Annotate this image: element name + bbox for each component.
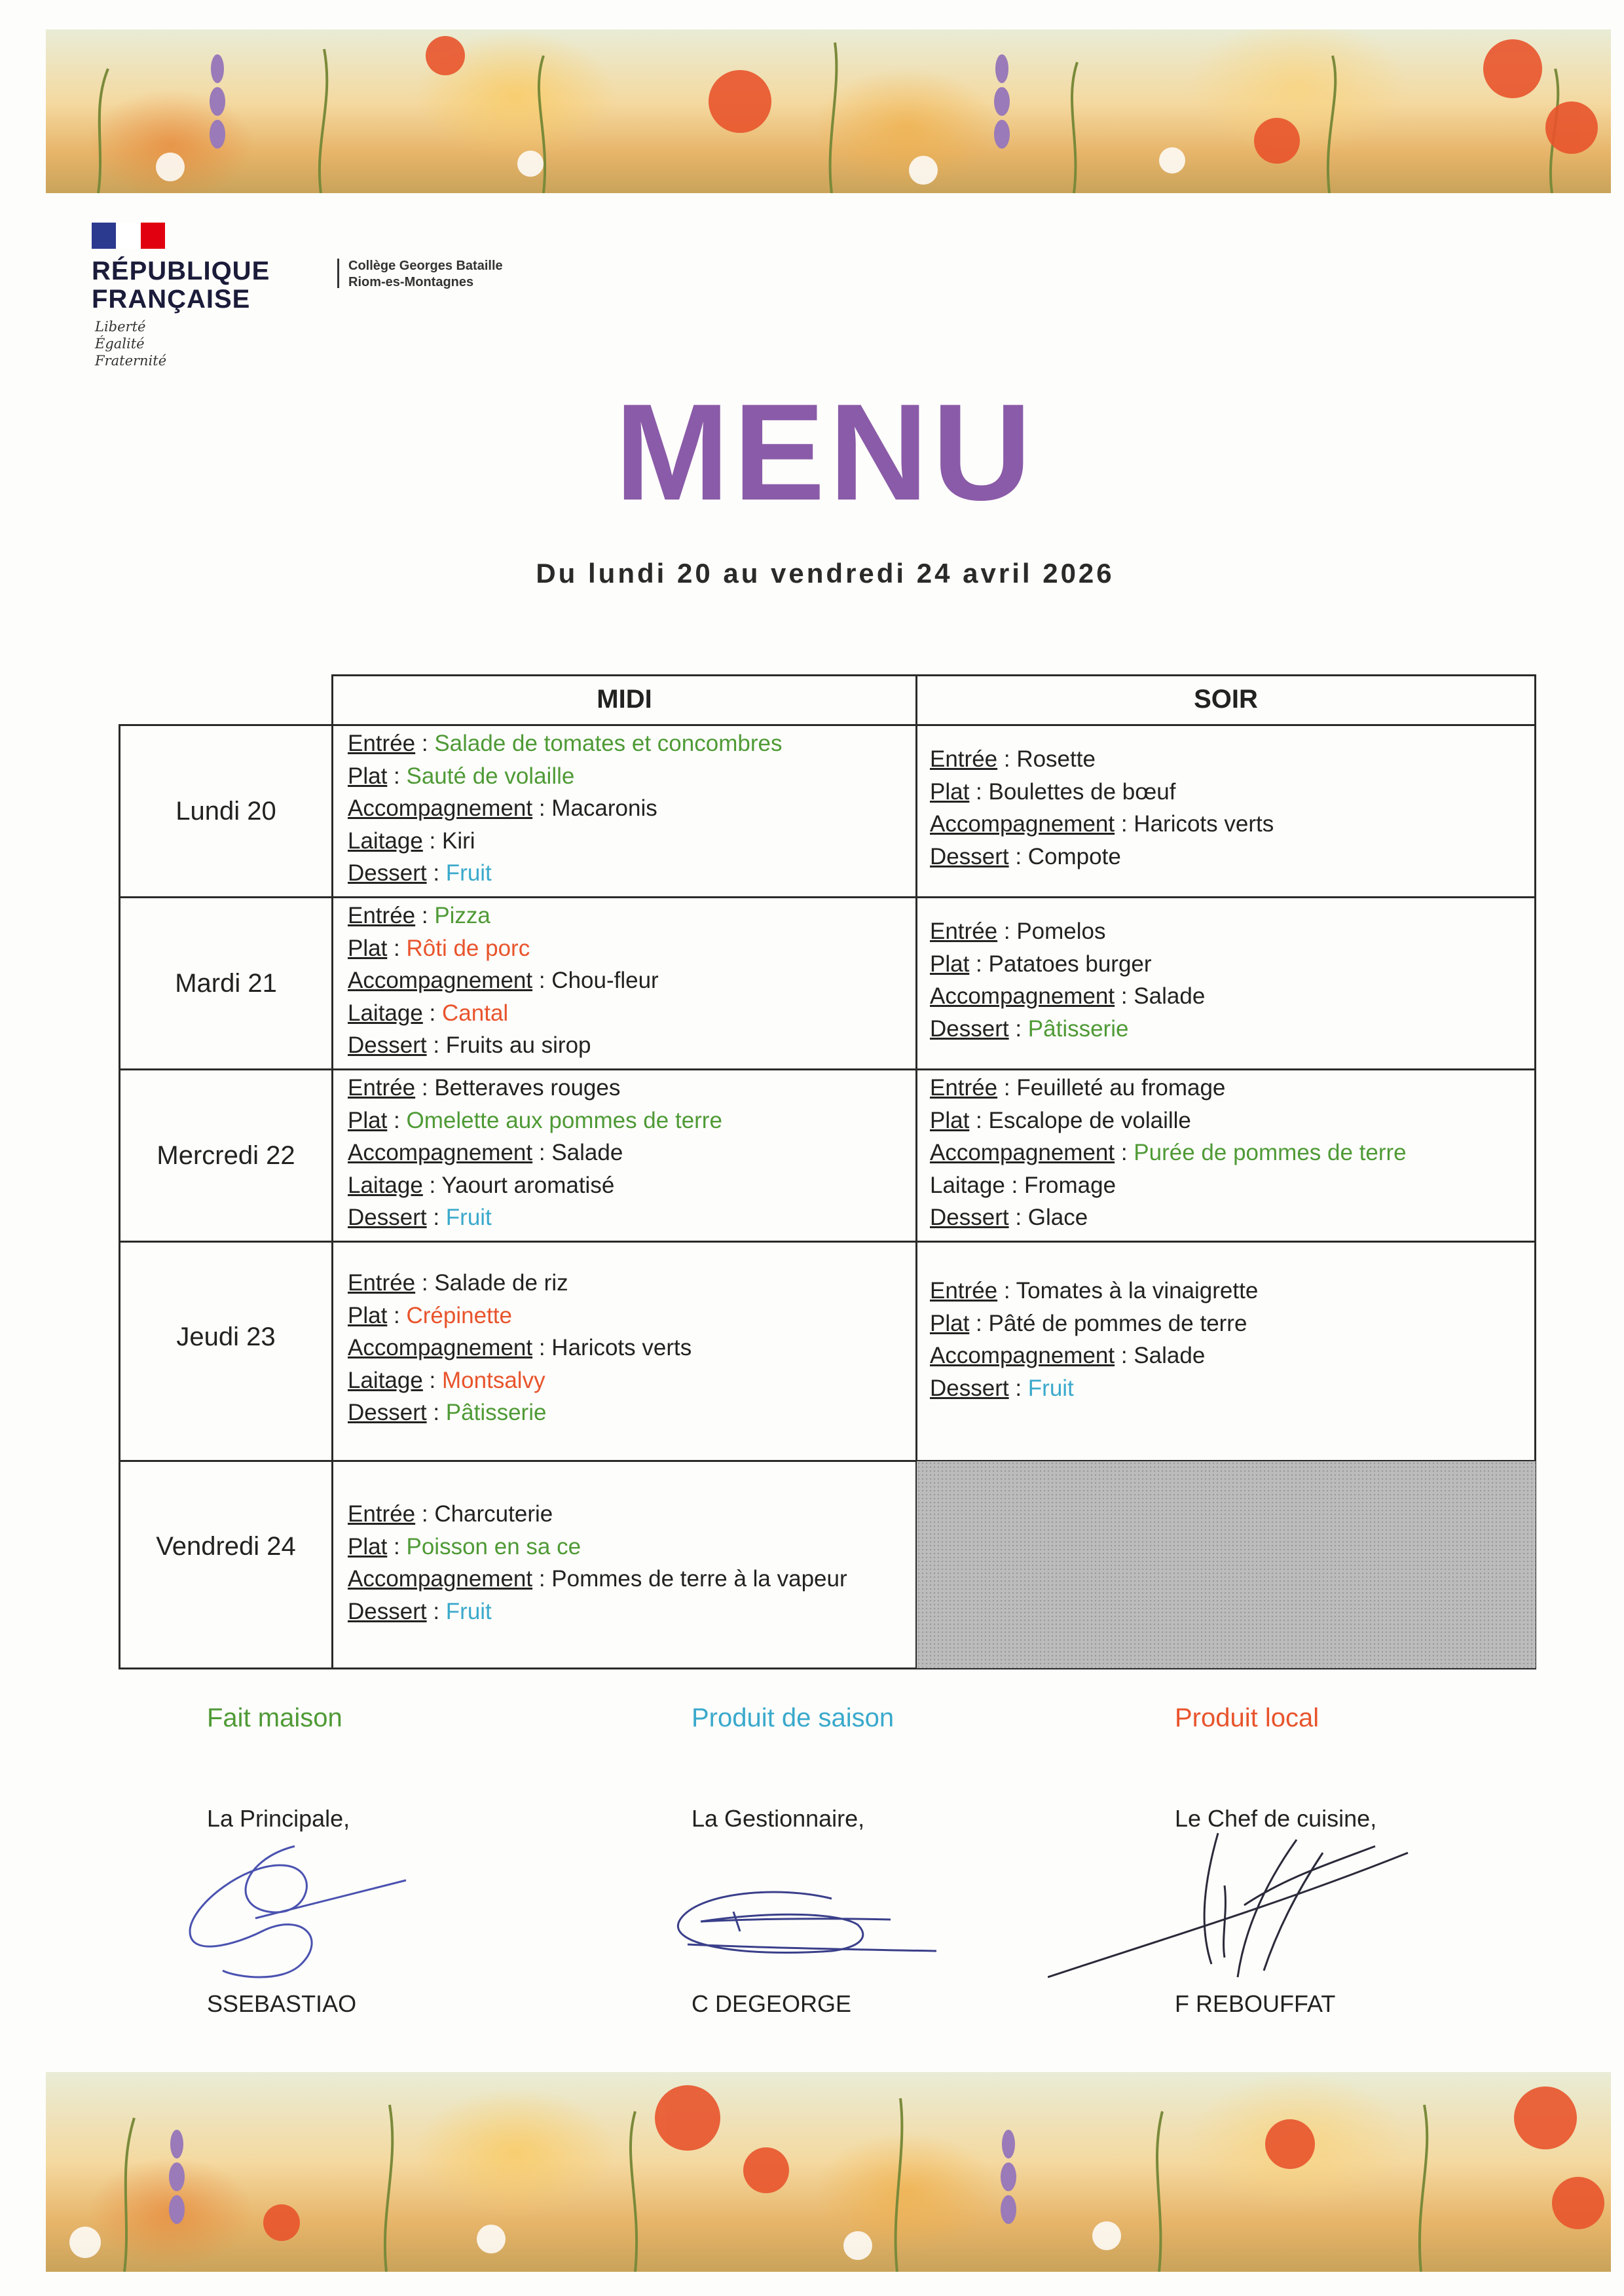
separator: : bbox=[997, 746, 1017, 772]
menu-line bbox=[348, 900, 659, 932]
course-label: Accompagnement bbox=[930, 1140, 1115, 1165]
dish-name: Boulettes de bœuf bbox=[988, 778, 1176, 805]
dish-name: Cantal bbox=[442, 1000, 509, 1026]
dish-name: Fruit bbox=[1027, 1375, 1074, 1401]
separator: : bbox=[426, 1205, 446, 1230]
course-label: Laitage bbox=[930, 1172, 1005, 1198]
gestionnaire-name: C DEGEORGE bbox=[692, 1990, 852, 2017]
menu-line bbox=[930, 1137, 1407, 1169]
legend-fait-maison: Fait maison bbox=[207, 1704, 342, 1732]
separator: : bbox=[422, 828, 443, 854]
flower-illustration bbox=[46, 2072, 1611, 2272]
dish-name: Salade de tomates et concombres bbox=[434, 731, 783, 756]
menu-line bbox=[930, 915, 1205, 948]
menu-line bbox=[348, 727, 782, 760]
dish-name: Fruit bbox=[445, 1598, 492, 1624]
course-label: Plat bbox=[348, 1533, 388, 1559]
course-label: Dessert bbox=[348, 1205, 427, 1230]
meal-cell-mardi-soir bbox=[930, 915, 1205, 1045]
course-label: Plat bbox=[348, 763, 388, 789]
separator: : bbox=[532, 1140, 552, 1165]
menu-line bbox=[930, 1372, 1258, 1405]
separator: : bbox=[997, 919, 1017, 944]
meal-cell-mercredi-soir bbox=[930, 1072, 1407, 1234]
motto-liberte: Liberté bbox=[95, 319, 146, 335]
menu-line bbox=[348, 1300, 692, 1332]
menu-line bbox=[930, 841, 1274, 873]
course-label: Dessert bbox=[930, 1375, 1009, 1401]
separator: : bbox=[969, 1310, 989, 1336]
motto-fraternite: Fraternité bbox=[95, 353, 167, 369]
menu-line bbox=[930, 1201, 1407, 1234]
menu-line bbox=[930, 1104, 1407, 1137]
dish-name: Sauté de volaille bbox=[406, 763, 575, 789]
separator: : bbox=[532, 1566, 552, 1592]
course-label: Laitage bbox=[348, 1172, 423, 1198]
top-flower-banner bbox=[46, 29, 1611, 193]
dish-name: Fromage bbox=[1024, 1172, 1116, 1198]
course-label: Plat bbox=[930, 951, 970, 977]
menu-line bbox=[930, 1307, 1258, 1340]
dish-name: Yaourt aromatisé bbox=[441, 1172, 615, 1198]
menu-line bbox=[930, 948, 1205, 981]
menu-line bbox=[348, 792, 782, 825]
motto-egalite: Égalité bbox=[95, 336, 145, 352]
dish-name: Pommes de terre à la vapeur bbox=[551, 1566, 847, 1592]
course-label: Plat bbox=[348, 1302, 388, 1328]
meal-cell-mardi-midi bbox=[348, 900, 659, 1062]
menu-line bbox=[930, 1339, 1258, 1372]
separator: : bbox=[1008, 1015, 1028, 1042]
course-label: Plat bbox=[348, 935, 388, 961]
course-label: Accompagnement bbox=[348, 1566, 533, 1592]
course-label: Dessert bbox=[348, 1598, 427, 1624]
menu-line bbox=[348, 1267, 692, 1300]
table-top-border bbox=[332, 674, 1536, 676]
course-label: Accompagnement bbox=[348, 795, 533, 821]
separator: : bbox=[422, 1172, 442, 1198]
course-label: Plat bbox=[930, 1310, 970, 1336]
menu-line bbox=[348, 1332, 692, 1364]
course-label: Accompagnement bbox=[348, 1140, 533, 1165]
meal-cell-jeudi-soir bbox=[930, 1275, 1258, 1404]
course-label: Entrée bbox=[348, 1501, 416, 1527]
principal-name: SSEBASTIAO bbox=[207, 1990, 357, 2017]
dish-name: Escalope de volaille bbox=[988, 1107, 1191, 1133]
date-range: Du lundi 20 au vendredi 24 avril 2026 bbox=[536, 558, 1115, 589]
dish-name: Kiri bbox=[442, 828, 475, 854]
day-mardi: Mardi 21 bbox=[175, 969, 277, 998]
bottom-flower-banner bbox=[46, 2072, 1611, 2272]
course-label: Accompagnement bbox=[930, 983, 1115, 1009]
menu-line bbox=[348, 997, 659, 1030]
menu-line bbox=[930, 776, 1274, 809]
course-label: Entrée bbox=[348, 1075, 416, 1101]
dish-name: Tomates à la vinaigrette bbox=[1016, 1278, 1259, 1303]
menu-line bbox=[348, 1137, 722, 1169]
dish-name: Fruit bbox=[445, 1205, 492, 1230]
separator: : bbox=[969, 951, 989, 977]
separator: : bbox=[1115, 811, 1134, 837]
menu-line bbox=[930, 1275, 1258, 1307]
course-label: Entrée bbox=[930, 1278, 998, 1303]
marianne-flag-icon bbox=[92, 223, 165, 249]
course-label: Accompagnement bbox=[348, 968, 533, 993]
course-label: Laitage bbox=[348, 828, 423, 854]
course-label: Entrée bbox=[348, 731, 416, 756]
separator: : bbox=[1115, 1343, 1134, 1368]
course-label: Dessert bbox=[348, 860, 427, 886]
dish-name: Fruit bbox=[445, 860, 492, 886]
course-label: Entrée bbox=[930, 746, 998, 772]
menu-line bbox=[348, 1531, 847, 1563]
school-town: Riom-es-Montagnes bbox=[348, 275, 474, 289]
menu-line bbox=[348, 1072, 722, 1104]
menu-line bbox=[930, 808, 1274, 841]
republic-line-2: FRANÇAISE bbox=[92, 285, 251, 314]
separator: : bbox=[1008, 843, 1028, 869]
legend-produit-local: Produit local bbox=[1175, 1704, 1320, 1732]
gestionnaire-title: La Gestionnaire, bbox=[692, 1805, 865, 1832]
header-midi: MIDI bbox=[597, 685, 652, 714]
course-label: Plat bbox=[930, 778, 970, 805]
page-title: MENU bbox=[614, 375, 1036, 529]
menu-line bbox=[930, 1013, 1205, 1046]
dish-name: Charcuterie bbox=[434, 1501, 553, 1527]
course-label: Dessert bbox=[930, 843, 1009, 869]
separator: : bbox=[422, 1000, 443, 1026]
separator: : bbox=[387, 1302, 407, 1328]
course-label: Dessert bbox=[348, 1032, 427, 1058]
separator: : bbox=[422, 1367, 443, 1393]
course-label: Entrée bbox=[930, 919, 998, 944]
course-label: Plat bbox=[930, 1107, 970, 1133]
chef-name: F REBOUFFAT bbox=[1175, 1990, 1336, 2017]
course-label: Plat bbox=[348, 1107, 388, 1133]
dish-name: Betteraves rouges bbox=[434, 1075, 621, 1101]
dish-name: Patatoes burger bbox=[988, 951, 1152, 977]
dish-name: Haricots verts bbox=[1134, 811, 1274, 837]
separator: : bbox=[426, 1598, 446, 1624]
principal-signature bbox=[177, 1833, 413, 1990]
menu-line bbox=[348, 1364, 692, 1397]
header-soir: SOIR bbox=[1194, 685, 1258, 714]
dish-name: Haricots verts bbox=[551, 1335, 692, 1360]
school-name: Collège Georges Bataille bbox=[348, 259, 503, 273]
menu-line bbox=[348, 760, 782, 793]
meal-cell-lundi-midi bbox=[348, 727, 782, 890]
menu-line bbox=[348, 932, 659, 965]
dish-name: Feuilleté au fromage bbox=[1016, 1075, 1226, 1101]
principal-title: La Principale, bbox=[207, 1805, 350, 1832]
menu-line bbox=[930, 1072, 1407, 1104]
day-lundi: Lundi 20 bbox=[175, 797, 276, 826]
separator: : bbox=[997, 1075, 1017, 1101]
separator: : bbox=[415, 1075, 435, 1101]
meal-cell-mercredi-midi bbox=[348, 1072, 722, 1234]
republic-line-1: RÉPUBLIQUE bbox=[92, 257, 270, 285]
day-jeudi: Jeudi 23 bbox=[176, 1322, 276, 1351]
separator: : bbox=[532, 1335, 552, 1360]
dish-name: Pizza bbox=[434, 903, 490, 928]
dish-name: Pâtisserie bbox=[1027, 1015, 1129, 1042]
course-label: Dessert bbox=[930, 1015, 1009, 1042]
course-label: Accompagnement bbox=[348, 1335, 533, 1360]
dish-name: Salade bbox=[1134, 983, 1206, 1009]
course-label: Accompagnement bbox=[930, 811, 1115, 837]
menu-line bbox=[348, 857, 782, 890]
menu-line bbox=[348, 1595, 847, 1628]
course-label: Dessert bbox=[930, 1205, 1009, 1230]
separator: : bbox=[415, 1501, 435, 1527]
dish-name: Salade de riz bbox=[434, 1270, 568, 1296]
separator: : bbox=[387, 1533, 407, 1559]
meal-cell-vendredi-midi bbox=[348, 1498, 847, 1628]
menu-line bbox=[348, 964, 659, 997]
dish-name: Compote bbox=[1027, 843, 1121, 869]
separator: : bbox=[426, 1032, 446, 1058]
dish-name: Pâtisserie bbox=[445, 1400, 547, 1425]
dish-name: Chou-fleur bbox=[551, 968, 659, 993]
dish-name: Fruits au sirop bbox=[445, 1032, 591, 1058]
meal-cell-vendredi-soir-empty bbox=[917, 1461, 1536, 1668]
course-label: Entrée bbox=[930, 1075, 998, 1101]
separator: : bbox=[1115, 983, 1134, 1009]
course-label: Dessert bbox=[348, 1400, 427, 1425]
day-mercredi: Mercredi 22 bbox=[157, 1141, 295, 1170]
legend-produit-saison: Produit de saison bbox=[692, 1704, 895, 1732]
course-label: Entrée bbox=[348, 1270, 416, 1296]
dish-name: Salade bbox=[551, 1140, 623, 1165]
chef-title: Le Chef de cuisine, bbox=[1175, 1805, 1377, 1832]
course-label: Laitage bbox=[348, 1367, 423, 1393]
flower-illustration bbox=[46, 29, 1611, 193]
dish-name: Rosette bbox=[1016, 746, 1096, 772]
separator: : bbox=[387, 763, 407, 789]
meal-cell-lundi-soir bbox=[930, 743, 1274, 873]
menu-line bbox=[930, 743, 1274, 776]
course-label: Laitage bbox=[348, 1000, 423, 1026]
separator: : bbox=[532, 968, 552, 993]
menu-line bbox=[348, 825, 782, 858]
dish-name: Poisson en sa ce bbox=[406, 1533, 581, 1559]
dish-name: Omelette aux pommes de terre bbox=[406, 1107, 722, 1133]
separator: : bbox=[1008, 1205, 1028, 1230]
separator: : bbox=[1008, 1375, 1028, 1401]
menu-line bbox=[348, 1498, 847, 1531]
separator: : bbox=[1115, 1140, 1134, 1165]
separator: : bbox=[426, 860, 446, 886]
separator: : bbox=[387, 1107, 407, 1133]
dish-name: Pâté de pommes de terre bbox=[988, 1310, 1247, 1336]
separator: : bbox=[1005, 1172, 1025, 1198]
separator: : bbox=[415, 1270, 435, 1296]
dish-name: Pomelos bbox=[1016, 919, 1106, 944]
gestionnaire-signature bbox=[661, 1872, 936, 1971]
menu-line bbox=[348, 1169, 722, 1202]
menu-line bbox=[348, 1563, 847, 1595]
dish-name: Glace bbox=[1027, 1205, 1088, 1230]
course-label: Accompagnement bbox=[930, 1343, 1115, 1368]
meal-cell-jeudi-midi bbox=[348, 1267, 692, 1429]
separator: : bbox=[997, 1278, 1016, 1303]
column-divider bbox=[119, 724, 120, 1669]
dish-name: Rôti de porc bbox=[406, 935, 530, 961]
separator: : bbox=[387, 935, 407, 961]
logo-divider bbox=[337, 259, 339, 288]
menu-line bbox=[348, 1029, 659, 1062]
menu-line bbox=[930, 980, 1205, 1013]
course-label: Entrée bbox=[348, 903, 416, 928]
menu-line bbox=[348, 1201, 722, 1234]
separator: : bbox=[532, 795, 552, 821]
menu-line bbox=[348, 1396, 692, 1429]
separator: : bbox=[415, 903, 435, 928]
menu-line bbox=[348, 1104, 722, 1137]
separator: : bbox=[969, 1107, 989, 1133]
day-vendredi: Vendredi 24 bbox=[156, 1532, 296, 1561]
dish-name: Montsalvy bbox=[442, 1367, 545, 1393]
dish-name: Purée de pommes de terre bbox=[1134, 1140, 1407, 1165]
menu-line bbox=[930, 1169, 1407, 1202]
dish-name: Macaronis bbox=[551, 795, 657, 821]
chef-signature bbox=[1048, 1827, 1414, 1990]
separator: : bbox=[415, 731, 435, 756]
dish-name: Salade bbox=[1134, 1343, 1206, 1368]
separator: : bbox=[426, 1400, 446, 1425]
separator: : bbox=[969, 778, 989, 805]
dish-name: Crépinette bbox=[406, 1302, 512, 1328]
